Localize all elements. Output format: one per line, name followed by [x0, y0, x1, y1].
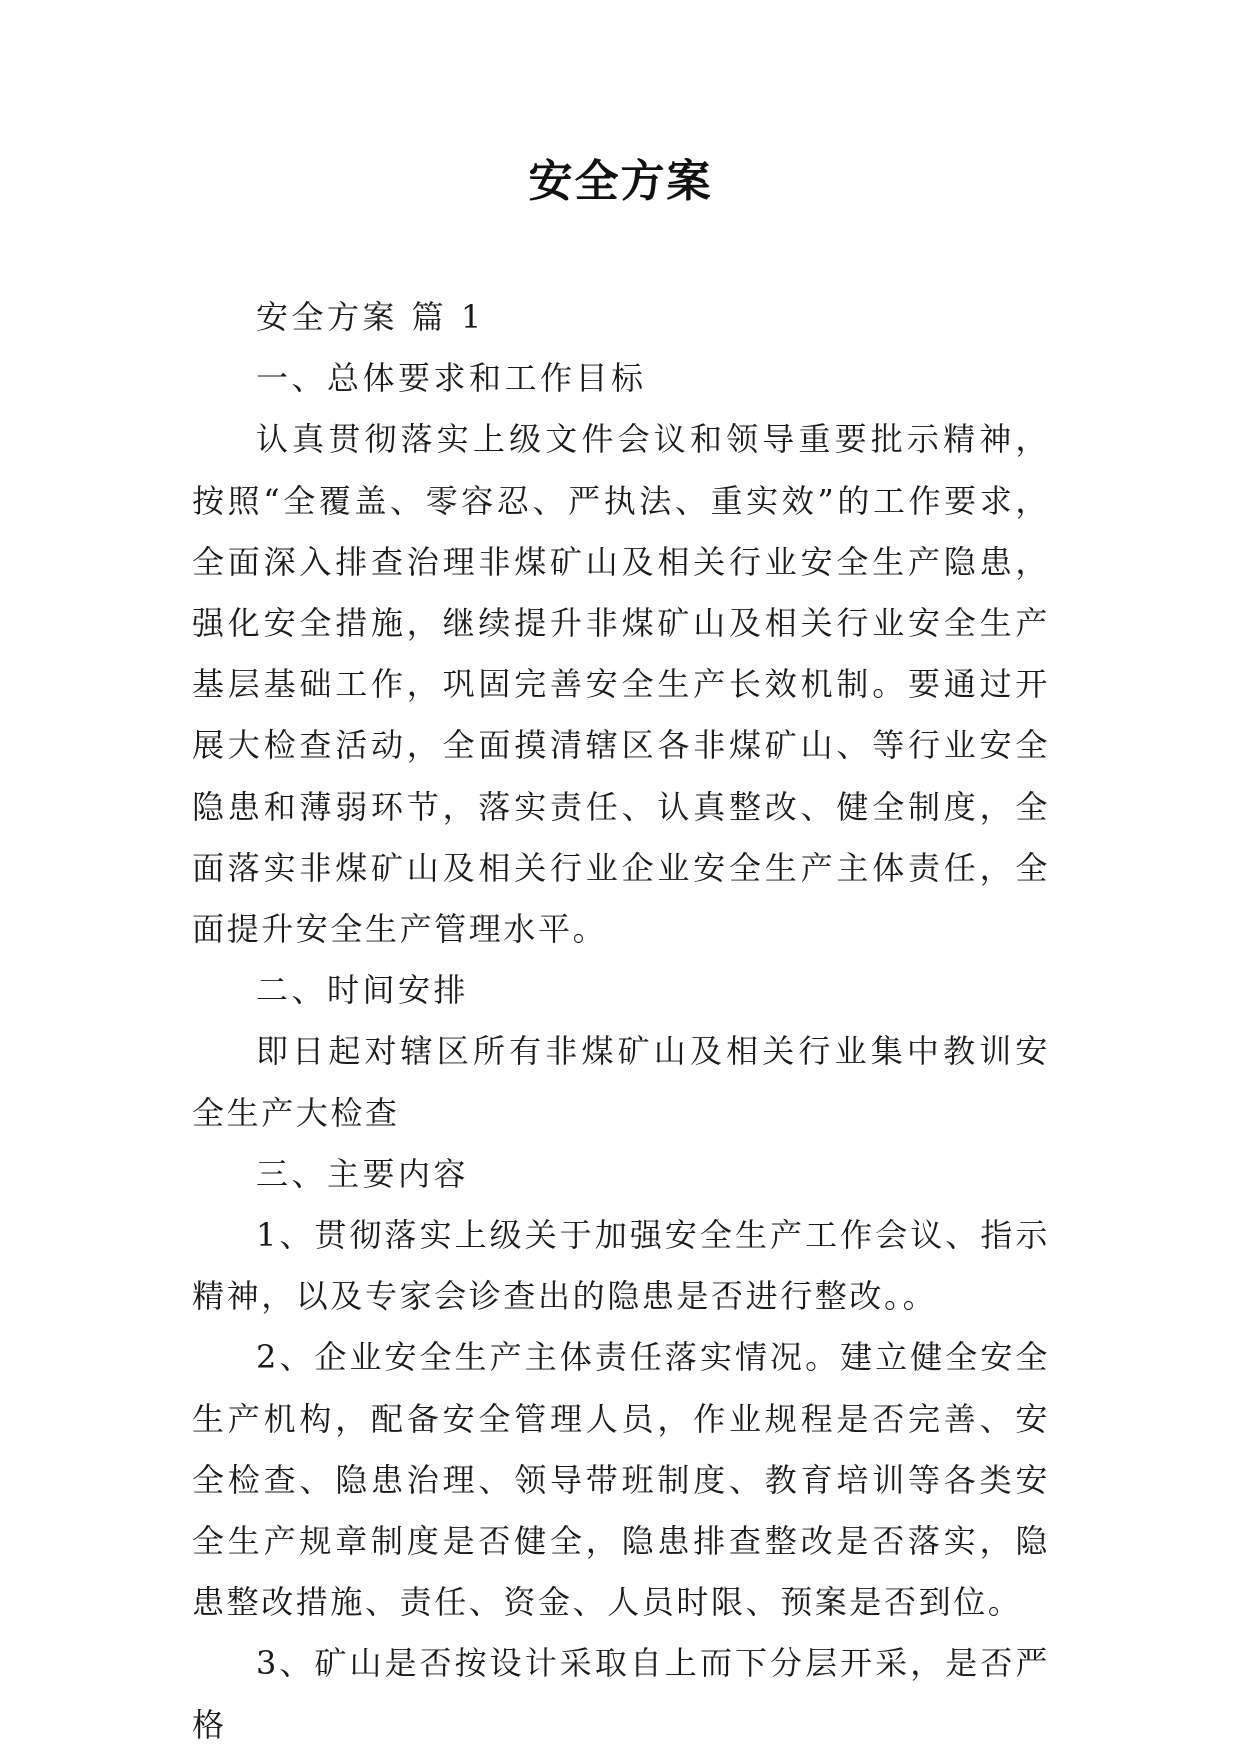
paragraph-goals: 认真贯彻落实上级文件会议和领导重要批示精神，按照“全覆盖、零容忍、严执法、重实效”的工作要求，全面深入排查治理非煤矿山及相关行业安全生产隐患，强化安全措施，继续提升非煤矿山及相关行业安全生产基层基础工作，巩固完善安全生产长效机制。要通过开展大检查活动，全面摸清辖区各非煤矿山、等行业安全隐患和薄弱环节，落实责任、认真整改、健全制度，全面落实非煤矿山及相关行业企业安全生产主体责任，全面提升安全生产管理水平。 — [192, 420, 1050, 949]
heading-goals: 一、总体要求和工作目标 — [256, 359, 647, 398]
heading-content: 三、主要内容 — [256, 1154, 470, 1193]
document-title: 安全方案 — [528, 156, 713, 207]
paragraph-item-3: 3、矿山是否按设计采取自上而下分层开采，是否严格 — [192, 1644, 1050, 1744]
section-label: 安全方案 篇 1 — [256, 298, 485, 336]
heading-schedule: 二、时间安排 — [256, 971, 470, 1010]
paragraph-schedule: 即日起对辖区所有非煤矿山及相关行业集中教训安全生产大检查 — [192, 1032, 1050, 1132]
paragraph-item-2: 2、企业安全生产主体责任落实情况。建立健全安全生产机构，配备安全管理人员，作业规程是否完善、安全检查、隐患治理、领导带班制度、教育培训等各类安全生产规章制度是否健全，隐患排查整改是否落实，隐患整改措施、责任、资金、人员时限、预案是否到位。 — [192, 1338, 1050, 1622]
paragraph-item-1: 1、贯彻落实上级关于加强安全生产工作会议、指示精神，以及专家会诊查出的隐患是否进行整改。。 — [192, 1216, 1050, 1316]
document-body — [192, 287, 1050, 1756]
